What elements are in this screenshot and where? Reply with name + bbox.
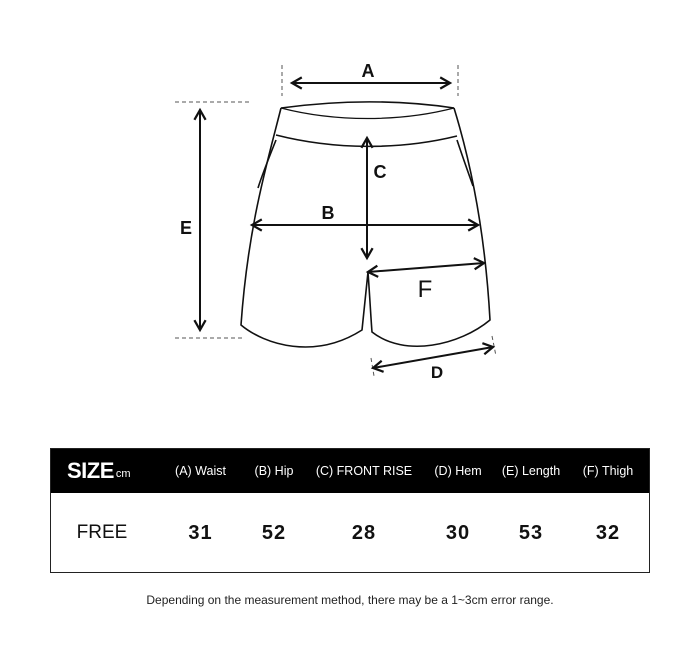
label-b: B (321, 203, 335, 223)
value-hip: 52 (261, 521, 287, 544)
value-waist: 31 (188, 521, 213, 544)
row-size-label: FREE (76, 522, 128, 543)
size-heading (59, 449, 167, 493)
label-f: F (417, 276, 433, 303)
size-unit: cm (115, 468, 131, 480)
table-row (51, 493, 649, 573)
error-range-note: Depending on the measurement method, there may be a 1~3cm error range. (146, 593, 554, 607)
value-hem: 30 (445, 521, 471, 544)
value-thigh: 32 (595, 521, 621, 544)
value-front-rise: 28 (351, 521, 377, 544)
label-e: E (179, 218, 193, 238)
header-hem: (D) Hem (434, 464, 482, 478)
label-c: C (373, 162, 387, 182)
size-title: SIZE (67, 458, 114, 483)
size-table (50, 448, 650, 573)
header-front-rise: (C) FRONT RISE (315, 464, 413, 478)
header-waist: (A) Waist (175, 464, 226, 478)
header-hip: (B) Hip (254, 464, 294, 478)
header-length: (E) Length (501, 464, 561, 478)
label-d: D (430, 363, 444, 382)
table-header-row (51, 449, 649, 493)
dashed-guides (175, 65, 496, 376)
header-thigh: (F) Thigh (582, 464, 634, 478)
label-a: A (361, 61, 375, 81)
measurement-arrows (200, 83, 493, 368)
value-length: 53 (518, 521, 544, 544)
arrow-f (368, 263, 484, 272)
